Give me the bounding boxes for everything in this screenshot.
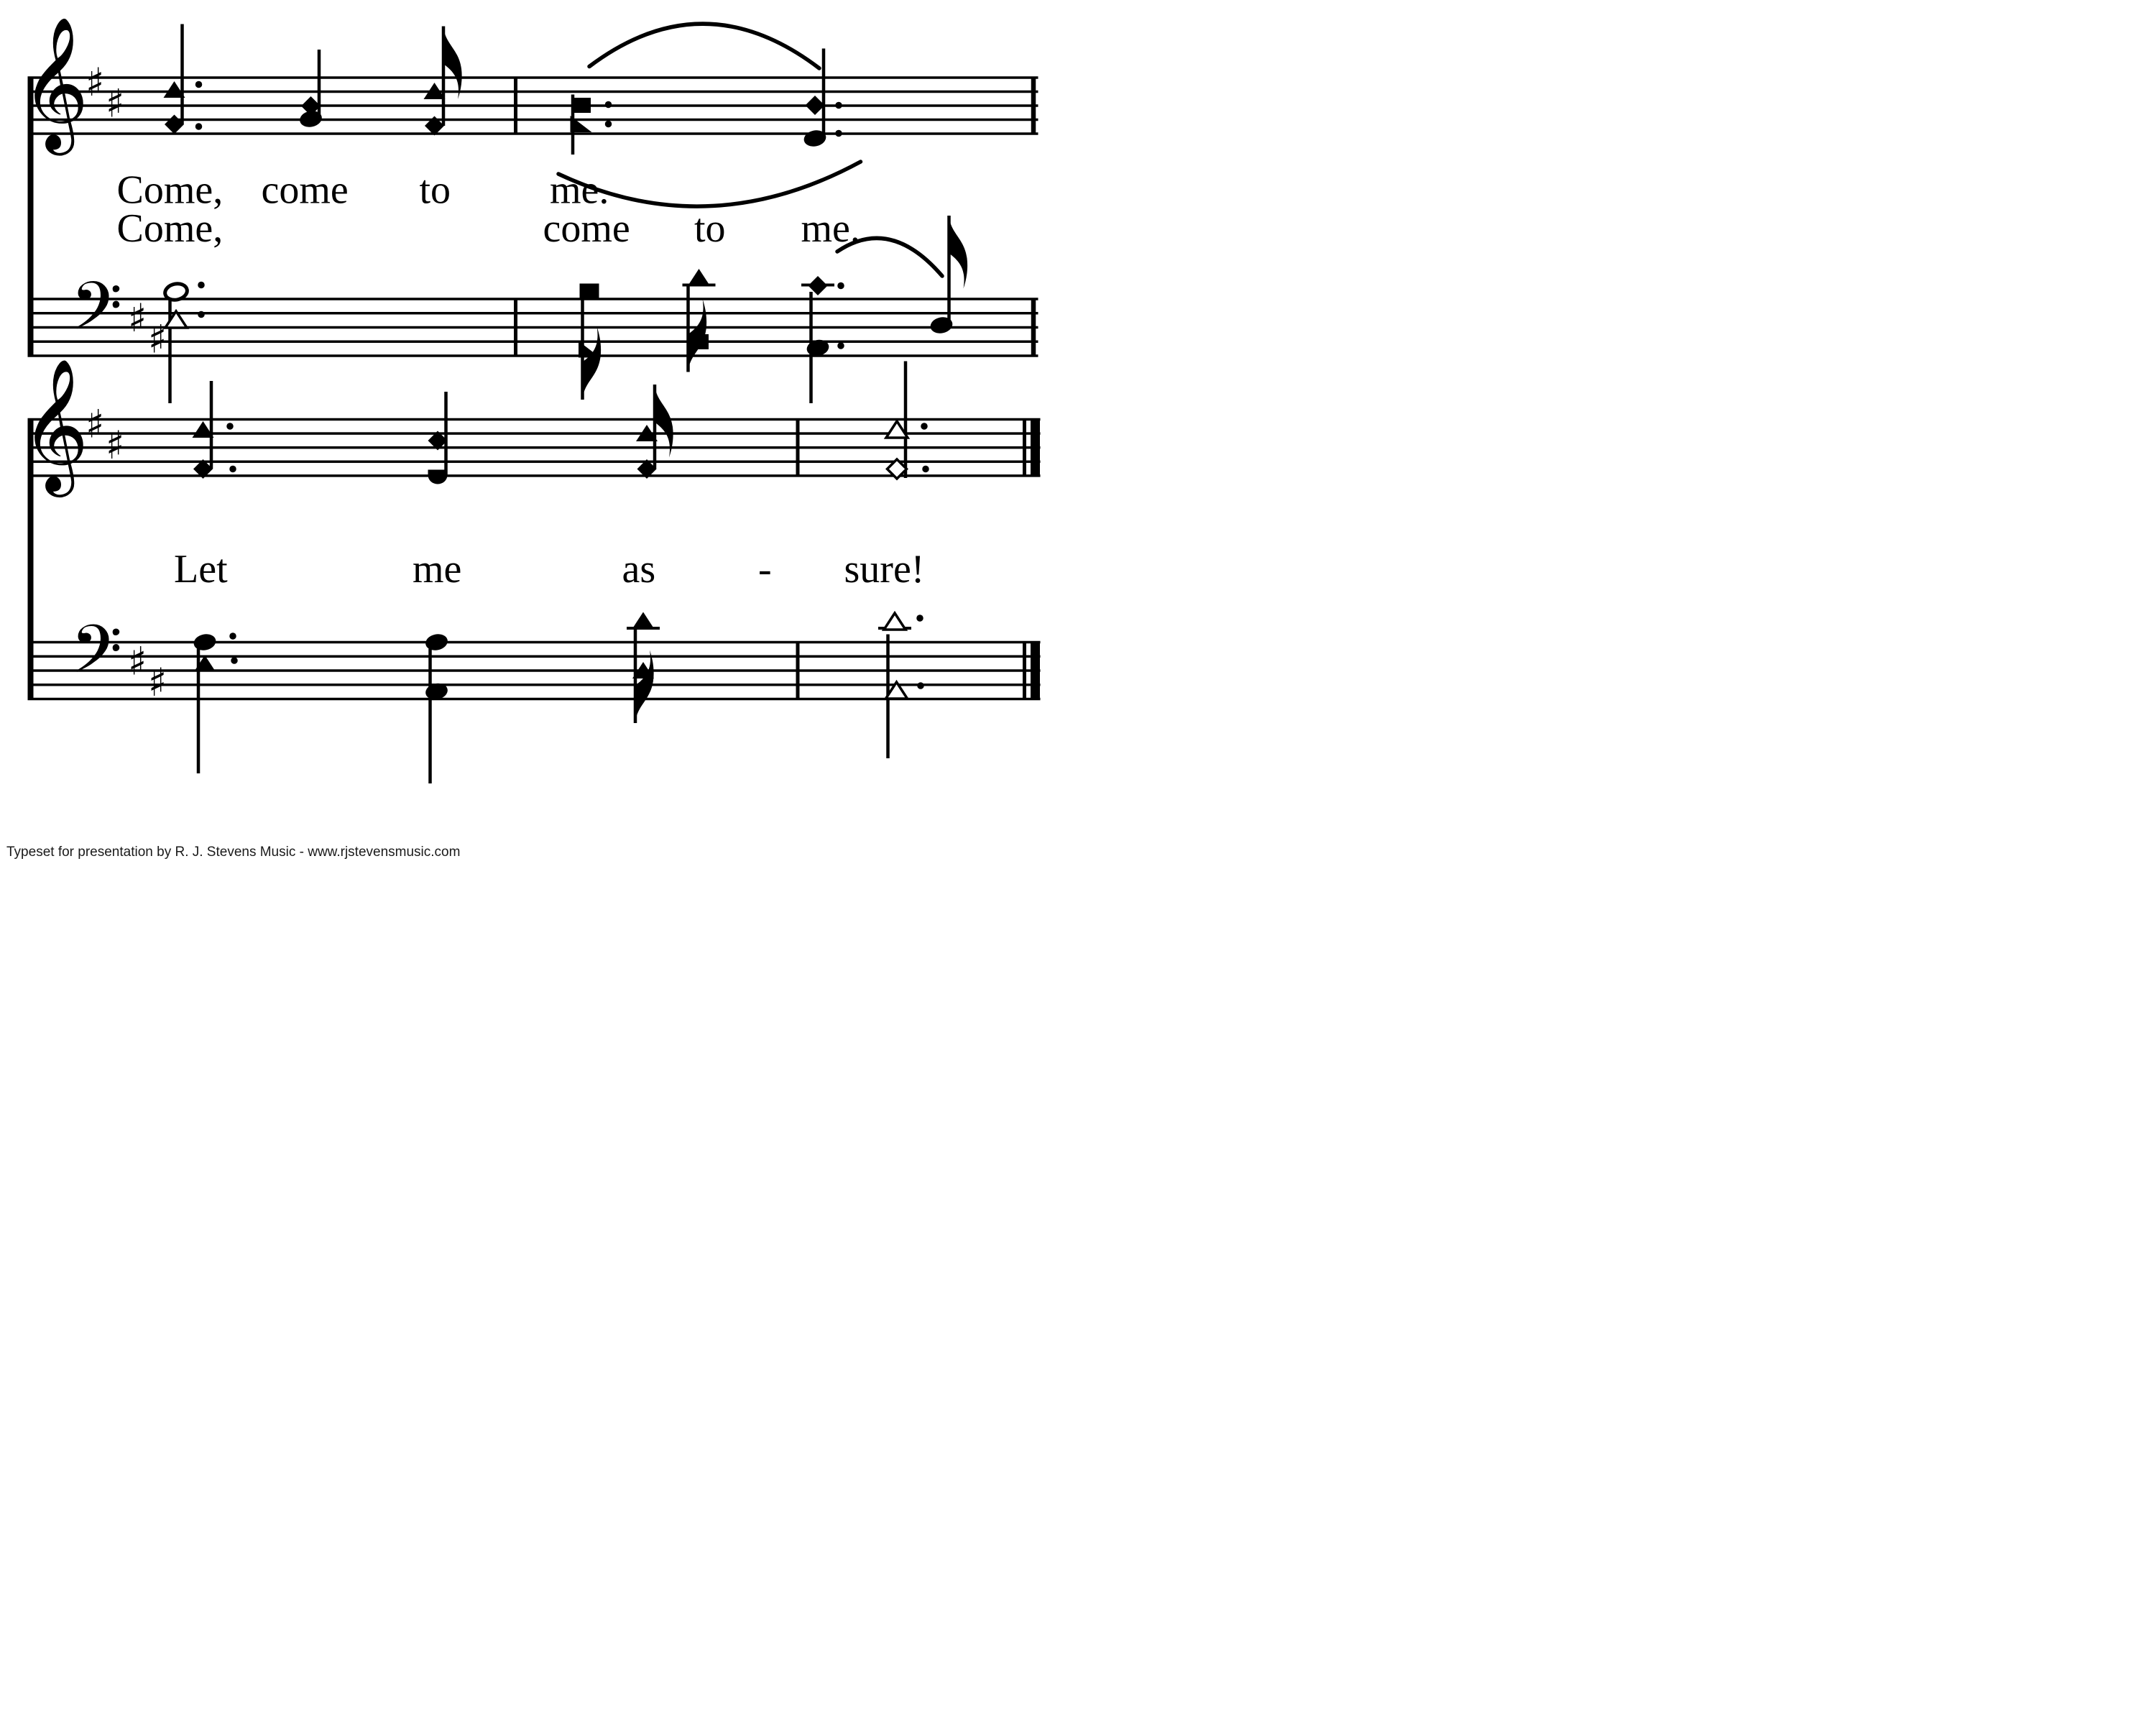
staff-line — [28, 461, 1041, 464]
bass-clef-icon: 𝄢 — [70, 610, 123, 705]
notehead-triangle — [688, 269, 710, 285]
staff-line — [28, 132, 1038, 135]
treble-clef-icon: 𝄞 — [21, 356, 89, 492]
lyric-word: come — [261, 167, 349, 213]
sharp-icon: ♯ — [86, 401, 105, 447]
notehead-square — [571, 98, 591, 113]
augmentation-dot — [226, 423, 234, 430]
slur — [589, 24, 819, 68]
note-stem — [822, 49, 826, 140]
lyric-word: Come, — [116, 206, 224, 251]
barline — [1031, 299, 1036, 356]
lyric-word: me. — [801, 206, 860, 251]
note-stem — [444, 392, 448, 476]
lyric-word: sure! — [844, 547, 925, 592]
treble-clef-icon: 𝄞 — [21, 15, 89, 150]
sharp-icon: ♯ — [148, 660, 167, 705]
eighth-flag — [635, 650, 654, 724]
notehead-halfmoon — [428, 470, 448, 484]
augmentation-dot — [917, 682, 924, 689]
lyric-word: Come, — [116, 167, 224, 213]
augmentation-dot — [198, 282, 205, 289]
lyric-word: as — [622, 547, 656, 592]
footer-credit: Typeset for presentation by R. J. Stevens Music - www.rjstevensmusic.com — [6, 845, 461, 860]
eighth-flag — [443, 27, 462, 100]
sharp-icon: ♯ — [148, 316, 167, 362]
barline — [514, 299, 517, 356]
barline — [1023, 643, 1026, 699]
barline — [796, 420, 800, 477]
staff-line — [28, 104, 1038, 107]
notehead-triangle — [884, 613, 906, 630]
staff-line — [28, 446, 1041, 449]
augmentation-dot — [195, 123, 203, 130]
notehead-diamond — [806, 96, 825, 115]
augmentation-dot — [916, 615, 923, 622]
notehead-oval — [424, 632, 449, 653]
barline — [796, 643, 800, 699]
staff-line — [28, 341, 1038, 344]
notehead-square — [580, 284, 599, 299]
augmentation-dot — [229, 632, 236, 640]
augmentation-dot — [229, 466, 236, 473]
staff-line — [28, 474, 1041, 477]
lyric-word: come — [543, 206, 630, 251]
lyric-word: - — [758, 547, 772, 592]
score-svg — [0, 0, 1078, 862]
staff-line — [28, 76, 1038, 79]
note-stem — [168, 298, 172, 403]
barline — [1031, 643, 1040, 699]
sharp-icon: ♯ — [106, 423, 125, 468]
sharp-icon: ♯ — [128, 295, 147, 341]
barline — [1031, 78, 1036, 134]
augmentation-dot — [837, 282, 844, 290]
eighth-flag — [583, 327, 602, 400]
sheet-music-page — [0, 0, 1078, 862]
augmentation-dot — [605, 101, 612, 109]
eighth-flag — [949, 216, 968, 289]
lyric-word: me — [413, 547, 462, 592]
notehead-oval — [193, 632, 218, 653]
note-stem — [904, 362, 908, 479]
augmentation-dot — [198, 311, 205, 318]
lyric-word: to — [694, 206, 726, 251]
barline — [1031, 420, 1040, 477]
lyric-word: Let — [174, 547, 228, 592]
augmentation-dot — [837, 342, 844, 349]
sharp-icon: ♯ — [106, 80, 125, 126]
augmentation-dot — [921, 423, 928, 430]
note-stem — [428, 649, 432, 784]
lyric-word: me. — [550, 167, 609, 213]
barline — [514, 78, 517, 134]
note-stem — [180, 24, 184, 125]
bass-clef-icon: 𝄢 — [70, 267, 123, 362]
staff-line — [28, 354, 1038, 357]
augmentation-dot — [922, 466, 929, 473]
lyric-word: to — [419, 167, 451, 213]
music-layer — [21, 15, 1041, 783]
barline — [1023, 420, 1026, 477]
augmentation-dot — [195, 81, 203, 88]
sharp-icon: ♯ — [128, 638, 147, 684]
note-stem — [210, 381, 213, 469]
eighth-flag — [688, 299, 707, 372]
staff-line — [28, 418, 1041, 421]
notehead-triangle — [632, 612, 654, 629]
sharp-icon: ♯ — [86, 60, 105, 105]
augmentation-dot — [835, 102, 842, 109]
augmentation-dot — [835, 130, 842, 137]
augmentation-dot — [231, 657, 238, 664]
augmentation-dot — [605, 121, 612, 128]
